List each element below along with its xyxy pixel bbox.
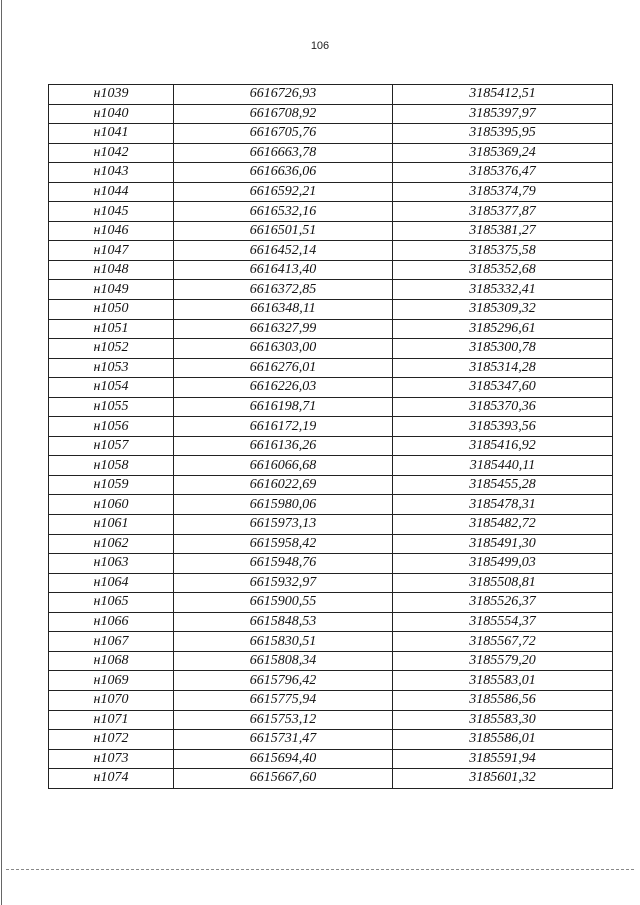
y-coordinate-cell: 3185416,92: [393, 436, 613, 456]
table-row: [49, 260, 613, 280]
x-coordinate-cell: 6616532,16: [174, 202, 393, 222]
point-id-cell: н1062: [49, 534, 174, 554]
point-id-cell: н1073: [49, 749, 174, 769]
x-coordinate-cell: 6615932,97: [174, 573, 393, 593]
table-row: [49, 456, 613, 476]
point-id-cell: н1071: [49, 710, 174, 730]
point-id-cell: н1042: [49, 143, 174, 163]
y-coordinate-cell: 3185381,27: [393, 221, 613, 241]
y-coordinate-cell: 3185508,81: [393, 573, 613, 593]
y-coordinate-cell: 3185478,31: [393, 495, 613, 515]
y-coordinate-cell: 3185397,97: [393, 104, 613, 124]
y-coordinate-cell: 3185499,03: [393, 554, 613, 574]
page-number: 106: [310, 40, 330, 52]
x-coordinate-cell: 6616663,78: [174, 143, 393, 163]
x-coordinate-cell: 6616327,99: [174, 319, 393, 339]
y-coordinate-cell: 3185583,01: [393, 671, 613, 691]
x-coordinate-cell: 6615808,34: [174, 651, 393, 671]
x-coordinate-cell: 6616452,14: [174, 241, 393, 261]
coordinates-table-container: [48, 84, 612, 789]
y-coordinate-cell: 3185591,94: [393, 749, 613, 769]
point-id-cell: н1074: [49, 769, 174, 789]
x-coordinate-cell: 6615830,51: [174, 632, 393, 652]
table-row: [49, 300, 613, 320]
point-id-cell: н1063: [49, 554, 174, 574]
point-id-cell: н1047: [49, 241, 174, 261]
point-id-cell: н1053: [49, 358, 174, 378]
x-coordinate-cell: 6616636,06: [174, 163, 393, 183]
point-id-cell: н1046: [49, 221, 174, 241]
point-id-cell: н1059: [49, 475, 174, 495]
x-coordinate-cell: 6616226,03: [174, 378, 393, 398]
y-coordinate-cell: 3185314,28: [393, 358, 613, 378]
table-row: [49, 182, 613, 202]
table-row: [49, 397, 613, 417]
x-coordinate-cell: 6616372,85: [174, 280, 393, 300]
table-row: [49, 749, 613, 769]
table-row: [49, 378, 613, 398]
table-row: [49, 339, 613, 359]
table-row: [49, 690, 613, 710]
table-row: [49, 358, 613, 378]
x-coordinate-cell: 6615753,12: [174, 710, 393, 730]
table-row: [49, 436, 613, 456]
x-coordinate-cell: 6615848,53: [174, 612, 393, 632]
x-coordinate-cell: 6615958,42: [174, 534, 393, 554]
table-row: [49, 280, 613, 300]
point-id-cell: н1069: [49, 671, 174, 691]
y-coordinate-cell: 3185583,30: [393, 710, 613, 730]
table-row: [49, 202, 613, 222]
point-id-cell: н1052: [49, 339, 174, 359]
table-row: [49, 769, 613, 789]
x-coordinate-cell: 6615948,76: [174, 554, 393, 574]
y-coordinate-cell: 3185377,87: [393, 202, 613, 222]
point-id-cell: н1049: [49, 280, 174, 300]
x-coordinate-cell: 6616303,00: [174, 339, 393, 359]
x-coordinate-cell: 6616066,68: [174, 456, 393, 476]
point-id-cell: н1065: [49, 593, 174, 613]
x-coordinate-cell: 6616413,40: [174, 260, 393, 280]
table-row: [49, 651, 613, 671]
y-coordinate-cell: 3185300,78: [393, 339, 613, 359]
table-row: [49, 632, 613, 652]
point-id-cell: н1055: [49, 397, 174, 417]
y-coordinate-cell: 3185567,72: [393, 632, 613, 652]
x-coordinate-cell: 6615731,47: [174, 730, 393, 750]
point-id-cell: н1060: [49, 495, 174, 515]
y-coordinate-cell: 3185375,58: [393, 241, 613, 261]
x-coordinate-cell: 6616708,92: [174, 104, 393, 124]
x-coordinate-cell: 6615973,13: [174, 515, 393, 535]
table-row: [49, 241, 613, 261]
y-coordinate-cell: 3185352,68: [393, 260, 613, 280]
y-coordinate-cell: 3185369,24: [393, 143, 613, 163]
x-coordinate-cell: 6616136,26: [174, 436, 393, 456]
x-coordinate-cell: 6616276,01: [174, 358, 393, 378]
table-row: [49, 534, 613, 554]
point-id-cell: н1054: [49, 378, 174, 398]
table-row: [49, 85, 613, 105]
x-coordinate-cell: 6615900,55: [174, 593, 393, 613]
y-coordinate-cell: 3185309,32: [393, 300, 613, 320]
footer-dashed-line: [6, 869, 634, 870]
table-row: [49, 417, 613, 437]
point-id-cell: н1048: [49, 260, 174, 280]
point-id-cell: н1068: [49, 651, 174, 671]
x-coordinate-cell: 6615980,06: [174, 495, 393, 515]
table-row: [49, 104, 613, 124]
y-coordinate-cell: 3185332,41: [393, 280, 613, 300]
point-id-cell: н1067: [49, 632, 174, 652]
x-coordinate-cell: 6615667,60: [174, 769, 393, 789]
y-coordinate-cell: 3185482,72: [393, 515, 613, 535]
y-coordinate-cell: 3185586,01: [393, 730, 613, 750]
x-coordinate-cell: 6616198,71: [174, 397, 393, 417]
table-row: [49, 730, 613, 750]
x-coordinate-cell: 6616172,19: [174, 417, 393, 437]
table-row: [49, 319, 613, 339]
point-id-cell: н1070: [49, 690, 174, 710]
y-coordinate-cell: 3185586,56: [393, 690, 613, 710]
point-id-cell: н1045: [49, 202, 174, 222]
y-coordinate-cell: 3185440,11: [393, 456, 613, 476]
x-coordinate-cell: 6615775,94: [174, 690, 393, 710]
coordinates-table: [48, 84, 613, 789]
point-id-cell: н1056: [49, 417, 174, 437]
table-row: [49, 475, 613, 495]
x-coordinate-cell: 6616726,93: [174, 85, 393, 105]
table-row: [49, 612, 613, 632]
x-coordinate-cell: 6616705,76: [174, 124, 393, 144]
table-row: [49, 710, 613, 730]
table-row: [49, 554, 613, 574]
table-row: [49, 495, 613, 515]
x-coordinate-cell: 6616501,51: [174, 221, 393, 241]
table-row: [49, 573, 613, 593]
x-coordinate-cell: 6616592,21: [174, 182, 393, 202]
y-coordinate-cell: 3185370,36: [393, 397, 613, 417]
y-coordinate-cell: 3185347,60: [393, 378, 613, 398]
page-edge-line: [1, 0, 2, 905]
table-row: [49, 124, 613, 144]
point-id-cell: н1040: [49, 104, 174, 124]
point-id-cell: н1044: [49, 182, 174, 202]
point-id-cell: н1066: [49, 612, 174, 632]
point-id-cell: н1064: [49, 573, 174, 593]
table-row: [49, 593, 613, 613]
table-row: [49, 671, 613, 691]
x-coordinate-cell: 6616348,11: [174, 300, 393, 320]
y-coordinate-cell: 3185491,30: [393, 534, 613, 554]
y-coordinate-cell: 3185601,32: [393, 769, 613, 789]
table-row: [49, 221, 613, 241]
x-coordinate-cell: 6615694,40: [174, 749, 393, 769]
y-coordinate-cell: 3185554,37: [393, 612, 613, 632]
x-coordinate-cell: 6616022,69: [174, 475, 393, 495]
point-id-cell: н1043: [49, 163, 174, 183]
y-coordinate-cell: 3185579,20: [393, 651, 613, 671]
y-coordinate-cell: 3185412,51: [393, 85, 613, 105]
coordinates-table-body: [49, 85, 613, 789]
y-coordinate-cell: 3185374,79: [393, 182, 613, 202]
point-id-cell: н1039: [49, 85, 174, 105]
point-id-cell: н1041: [49, 124, 174, 144]
x-coordinate-cell: 6615796,42: [174, 671, 393, 691]
point-id-cell: н1061: [49, 515, 174, 535]
table-row: [49, 515, 613, 535]
point-id-cell: н1072: [49, 730, 174, 750]
y-coordinate-cell: 3185376,47: [393, 163, 613, 183]
table-row: [49, 143, 613, 163]
point-id-cell: н1057: [49, 436, 174, 456]
point-id-cell: н1051: [49, 319, 174, 339]
y-coordinate-cell: 3185526,37: [393, 593, 613, 613]
point-id-cell: н1058: [49, 456, 174, 476]
y-coordinate-cell: 3185296,61: [393, 319, 613, 339]
y-coordinate-cell: 3185455,28: [393, 475, 613, 495]
table-row: [49, 163, 613, 183]
point-id-cell: н1050: [49, 300, 174, 320]
y-coordinate-cell: 3185393,56: [393, 417, 613, 437]
y-coordinate-cell: 3185395,95: [393, 124, 613, 144]
